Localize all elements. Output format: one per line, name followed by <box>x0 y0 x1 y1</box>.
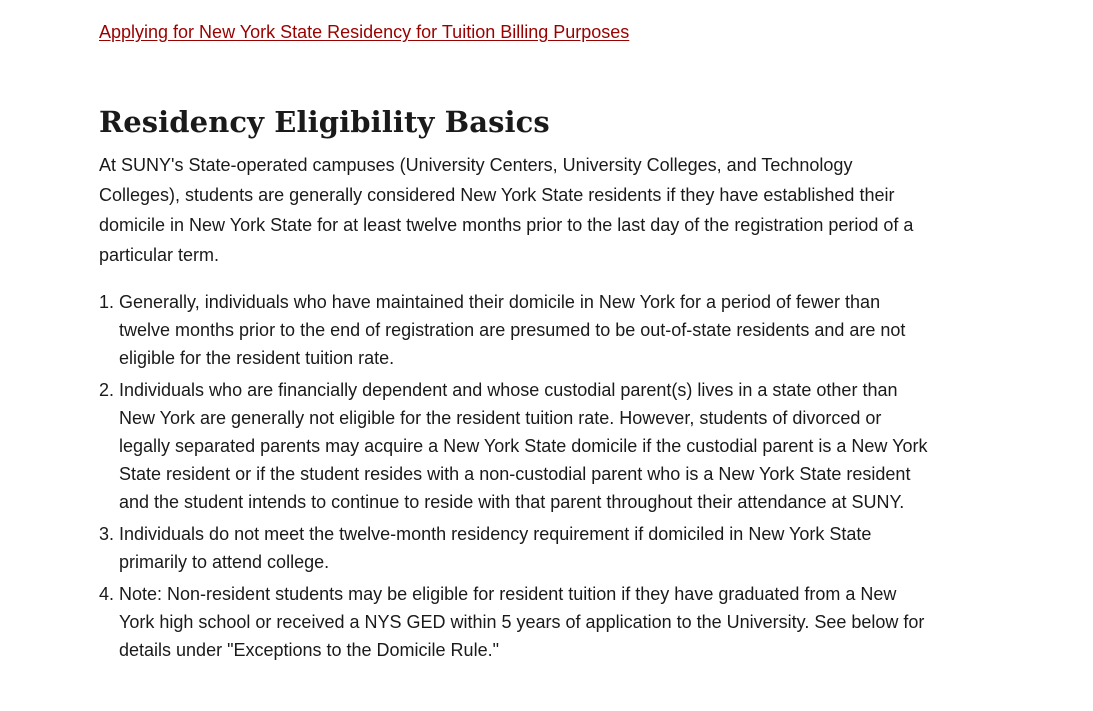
list-item: 3. Individuals do not meet the twelve-month residency requirement if domiciled in New York State primarily to attend college. <box>119 520 933 576</box>
list-item: 2. Individuals who are financially dependent and whose custodial parent(s) lives in a state other than New York are generally not eligible for the resident tuition rate. However, students of divorced or legally separated parents may acquire a New York State domicile if the custodial parent is a New York State resident or if the student resides with a non-custodial parent who is a New York State resident and the student intends to continue to reside with that parent throughout their attendance at SUNY. <box>119 376 933 516</box>
section-title: Residency Eligibility Basics <box>99 105 550 139</box>
list-item: 1. Generally, individuals who have maintained their domicile in New York for a period of fewer than twelve months prior to the end of registration are presumed to be out-of-state residents and are not eligible for the resident tuition rate. <box>119 288 933 372</box>
eligibility-list <box>99 288 933 664</box>
list-item: 4. Note: Non-resident students may be eligible for resident tuition if they have graduated from a New York high school or received a NYS GED within 5 years of application to the University. See below for details under "Exceptions to the Domicile Rule." <box>119 580 933 664</box>
main-content <box>99 18 933 668</box>
intro-paragraph: At SUNY's State-operated campuses (University Centers, University Colleges, and Technology Colleges), students are generally considered New York State residents if they have established their domicile in New York State for at least twelve months prior to the last day of the registration period of a particular term. <box>99 155 914 265</box>
residency-application-link[interactable]: Applying for New York State Residency for Tuition Billing Purposes <box>99 22 630 42</box>
